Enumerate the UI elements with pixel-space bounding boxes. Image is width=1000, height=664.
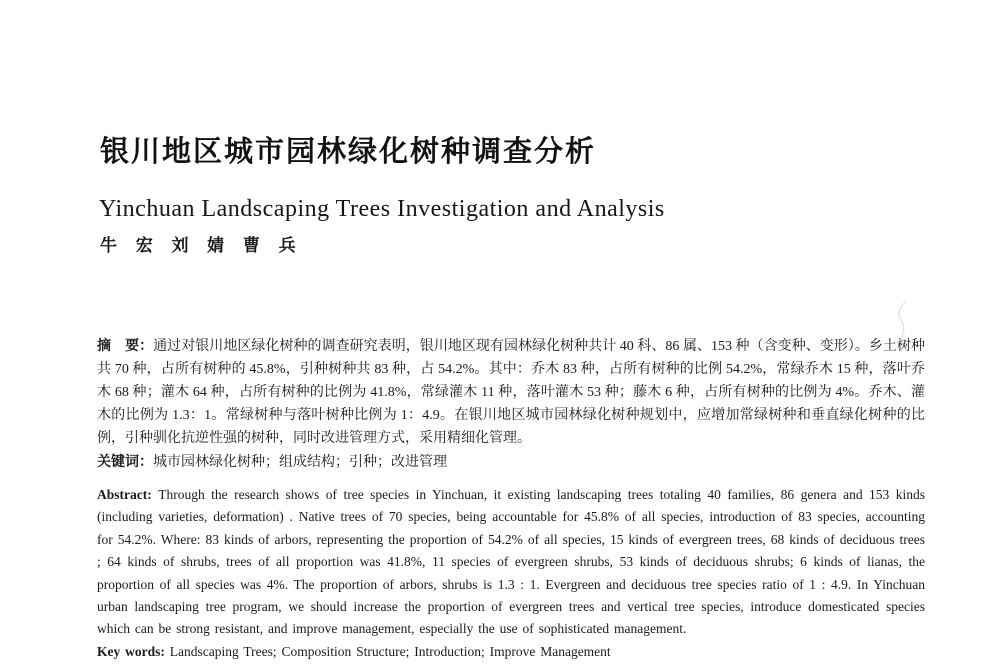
english-abstract-block <box>97 484 925 663</box>
abstract-en-text: Through the research shows of tree species in Yinchuan, it existing landscaping trees totaling 40 families, 86 genera and 153 kinds (including varieties, deformation) . Native trees of 70 species, being accountable for 45.8% of all species, introduction of 83 species, accounting for 54.2%. Where: 83 kinds of arbors, representing the proportion of 54.2% of all species, 15 kinds of evergreen trees, 68 kinds of deciduous trees ; 64 kinds of shrubs, trees of all proportion was 41.8%, 11 species of evergreen shrubs, 53 kinds of deciduous shrubs; 6 kinds of lianas, the proportion of all species was 4%. The proportion of arbors, shrubs is 1.3 : 1. Evergreen and deciduous tree species ratio of 1 : 4.9. In Yinchuan urban landscaping tree program, we should increase the proportion of evergreen trees and vertical tree species, introduce domesticated species which can be strong resistant, and improve management, especially the use of sophisticated management. <box>97 487 925 637</box>
chinese-abstract-paragraph <box>97 334 925 450</box>
paper-title-chinese: 银川地区城市园林绿化树种调查分析 <box>100 136 597 169</box>
paper-title-english: Yinchuan Landscaping Trees Investigation and Analysis <box>99 195 665 222</box>
chinese-keywords-line <box>97 450 925 474</box>
keywords-zh-label: 关键词： <box>97 453 153 469</box>
abstract-en-label: Abstract: <box>97 487 152 502</box>
scan-artifact-mark <box>893 300 911 346</box>
abstract-zh-label: 摘 要： <box>97 337 154 353</box>
keywords-en-label: Key words: <box>97 643 165 659</box>
chinese-abstract-block <box>97 334 925 474</box>
english-keywords-line <box>97 641 925 663</box>
authors-line: 牛 宏 刘 婧 曹 兵 <box>100 236 303 255</box>
abstract-zh-text: 通过对银川地区绿化树种的调查研究表明，银川地区现有园林绿化树种共计 40 科、86 属、153 种（含变种、变形）。乡土树种共 70 种，占所有树种的 45.8%，引种树种共 83 种，占 54.2%。其中：乔木 83 种，占所有树种的比例 54.2%，常绿乔木 15 种，落叶乔木 68 种；灌木 64 种，占所有树种的比例为 41.8%，常绿灌木 11 种，落叶灌木 53 种；藤木 6 种，占所有树种的比例为 4%。乔木、灌木的比例为 1.3：1。常绿树种与落叶树种比例为 1：4.9。在银川地区城市园林绿化树种规划中，应增加常绿树种和垂直绿化树种的比例，引种驯化抗逆性强的树种，同时改进管理方式，采用精细化管理。 <box>97 339 925 446</box>
keywords-en-text: Landscaping Trees; Composition Structure; Introduction; Improve Management <box>169 643 611 659</box>
keywords-zh-text: 城市园林绿化树种；组成结构；引种；改进管理 <box>153 455 447 470</box>
english-abstract-paragraph <box>97 484 925 641</box>
